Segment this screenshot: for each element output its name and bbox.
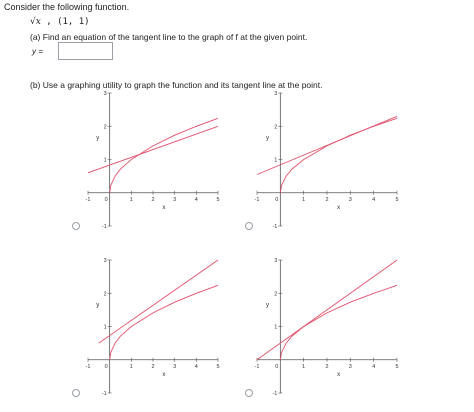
function-expression: √x	[30, 17, 41, 27]
radio-option-2[interactable]	[245, 222, 253, 230]
x-tick-label: 1	[302, 196, 306, 203]
x-axis-label: x	[162, 371, 166, 378]
tangent-line	[257, 260, 397, 360]
radio-option-3[interactable]	[72, 389, 80, 397]
x-tick-label: -1	[85, 363, 91, 370]
x-axis-label: x	[337, 204, 341, 211]
graph-option-4	[253, 255, 403, 397]
function-display	[30, 17, 90, 27]
x-tick-label: 0	[275, 363, 279, 370]
x-tick-label: 5	[395, 363, 399, 370]
radio-option-4[interactable]	[245, 389, 253, 397]
y-tick-label: 1	[103, 157, 107, 164]
x-tick-label: 0	[104, 363, 108, 370]
x-tick-label: -1	[254, 196, 260, 203]
y-tick-label: 3	[274, 91, 278, 97]
x-tick-label: -1	[254, 363, 260, 370]
x-tick-label: 3	[173, 196, 177, 203]
x-tick-label: 1	[129, 363, 133, 370]
y-tick-label: 2	[103, 124, 107, 131]
y-tick-label: -1	[101, 224, 107, 230]
x-tick-label: 5	[216, 196, 220, 203]
tangent-equation-input[interactable]	[58, 42, 113, 60]
x-tick-label: 4	[194, 363, 198, 370]
radio-option-1[interactable]	[72, 222, 80, 230]
part-b-prompt: (b) Use a graphing utility to graph the function and its tangent line at the point.	[30, 80, 323, 90]
x-tick-label: 3	[173, 363, 177, 370]
given-point: , (1, 1)	[46, 17, 90, 27]
x-tick-label: 1	[302, 363, 306, 370]
tangent-line	[99, 260, 218, 343]
sqrt-curve	[110, 118, 218, 193]
x-tick-label: 2	[151, 196, 155, 203]
y-axis-label: y	[96, 302, 100, 309]
x-tick-label: -1	[85, 196, 91, 203]
graph-option-1	[84, 88, 224, 230]
x-tick-label: 2	[325, 363, 329, 370]
y-axis-label: y	[96, 135, 100, 142]
x-axis-label: x	[162, 204, 166, 211]
graph-option-2	[253, 88, 403, 230]
x-tick-label: 2	[325, 196, 329, 203]
answer-label: y =	[32, 47, 43, 56]
x-tick-label: 2	[151, 363, 155, 370]
tangent-line	[88, 126, 218, 173]
y-tick-label: -1	[101, 391, 107, 397]
x-tick-label: 0	[275, 196, 279, 203]
y-tick-label: 3	[103, 91, 107, 97]
y-tick-label: 1	[274, 157, 278, 164]
y-tick-label: 3	[274, 258, 278, 264]
y-tick-label: -1	[272, 391, 278, 397]
y-tick-label: 3	[103, 258, 107, 264]
y-tick-label: 2	[274, 291, 278, 298]
y-tick-label: 2	[103, 291, 107, 298]
sqrt-curve	[110, 285, 218, 360]
y-tick-label: 1	[274, 324, 278, 331]
y-tick-label: -1	[272, 224, 278, 230]
question-intro: Consider the following function.	[4, 2, 130, 12]
x-tick-label: 5	[216, 363, 220, 370]
x-tick-label: 3	[348, 363, 352, 370]
x-axis-label: x	[337, 371, 341, 378]
y-tick-label: 1	[103, 324, 107, 331]
graph-option-3	[84, 255, 224, 397]
y-axis-label: y	[266, 302, 269, 309]
part-a-prompt: (a) Find an equation of the tangent line to the graph of f at the given point.	[30, 32, 308, 42]
y-axis-label: y	[266, 135, 269, 142]
x-tick-label: 0	[104, 196, 108, 203]
y-tick-label: 2	[274, 124, 278, 131]
tangent-line	[257, 116, 397, 174]
x-tick-label: 3	[348, 196, 352, 203]
x-tick-label: 1	[129, 196, 133, 203]
x-tick-label: 4	[372, 196, 376, 203]
x-tick-label: 4	[194, 196, 198, 203]
x-tick-label: 5	[395, 196, 399, 203]
sqrt-curve	[280, 118, 397, 193]
sqrt-curve	[280, 285, 397, 360]
x-tick-label: 4	[372, 363, 376, 370]
